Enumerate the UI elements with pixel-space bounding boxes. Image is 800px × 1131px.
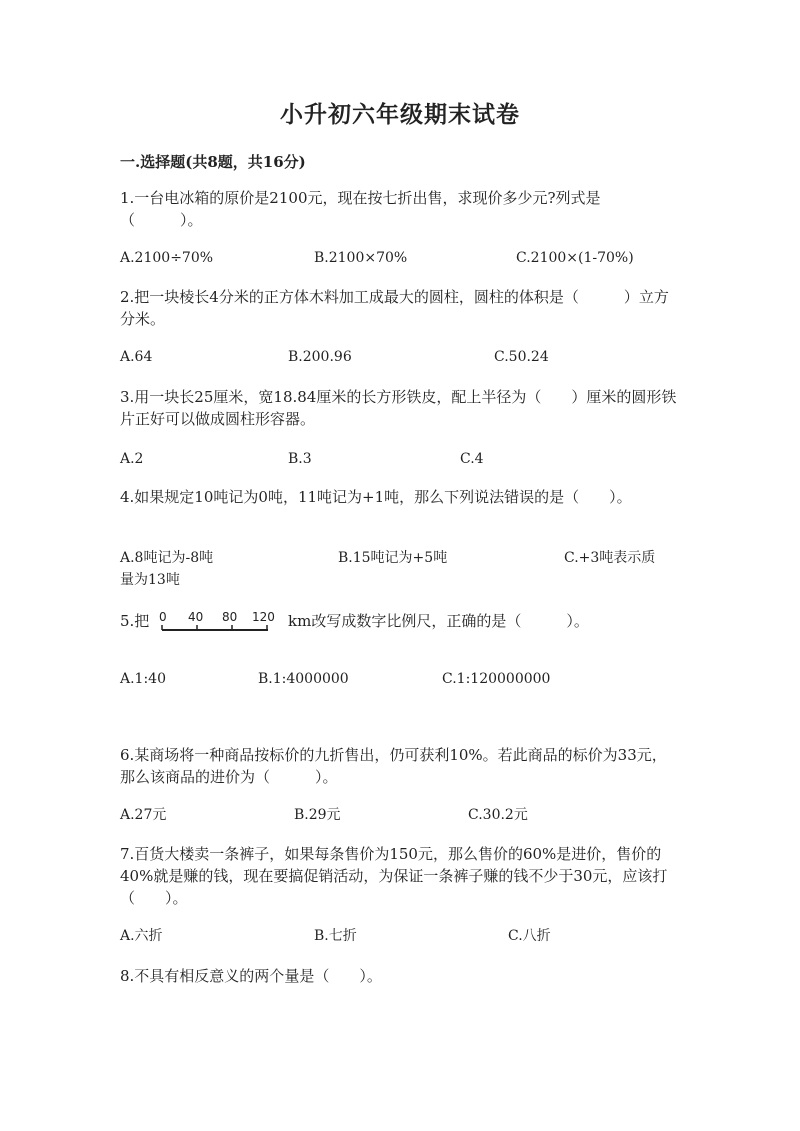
- q7-option-b[interactable]: B.七折: [314, 928, 357, 944]
- q5-option-b[interactable]: B.1:4000000: [258, 671, 349, 687]
- question-4: [120, 486, 680, 508]
- q4-option-c-line1[interactable]: C.+3吨表示质: [564, 550, 656, 566]
- question-2-options: [120, 346, 680, 368]
- question-1-options: [120, 247, 680, 269]
- question-6-options: [120, 804, 680, 826]
- question-8: [120, 965, 680, 987]
- q3-option-c[interactable]: C.4: [460, 451, 484, 467]
- q5-option-a[interactable]: A.1:40: [120, 671, 166, 687]
- scale-label-0: 0: [159, 610, 167, 624]
- question-1-text: 1.一台电冰箱的原价是2100元，现在按七折出售，求现价多少元?列式是（ ）。: [120, 189, 601, 229]
- question-4-text: 4.如果规定10吨记为0吨，11吨记为+1吨，那么下列说法错误的是（ ）。: [120, 488, 632, 506]
- question-1: [120, 187, 680, 231]
- question-6-text: 6.某商场将一种商品按标价的九折售出，仍可获利10%。若此商品的标价为33元，那么该商品的进价为（ ）。: [120, 746, 667, 786]
- q6-option-a[interactable]: A.27元: [120, 807, 167, 823]
- question-2-text: 2.把一块棱长4分米的正方体木料加工成最大的圆柱，圆柱的体积是（ ）立方分米。: [120, 288, 669, 328]
- scale-label-80: 80: [222, 610, 238, 624]
- question-2: [120, 286, 680, 330]
- question-5: [120, 610, 680, 650]
- q4-option-c-line2[interactable]: 量为13吨: [120, 572, 180, 588]
- question-3-text: 3.用一块长25厘米，宽18.84厘米的长方形铁皮，配上半径为（ ）厘米的圆形铁片正好可以做成圆柱形容器。: [120, 388, 677, 428]
- section-heading: 一.选择题(共8题，共16分): [120, 153, 306, 171]
- question-4-options: [120, 547, 680, 591]
- page-title: 小升初六年级期末试卷: [280, 101, 520, 128]
- q3-option-a[interactable]: A.2: [120, 451, 144, 467]
- scale-label-120: 120: [252, 610, 275, 624]
- q2-option-b[interactable]: B.200.96: [288, 349, 352, 365]
- q5-option-c[interactable]: C.1:120000000: [442, 671, 551, 687]
- question-3-options: [120, 448, 680, 470]
- q4-option-b[interactable]: B.15吨记为+5吨: [338, 550, 448, 566]
- question-8-text: 8.不具有相反意义的两个量是（ ）。: [120, 967, 382, 985]
- q2-option-c[interactable]: C.50.24: [494, 349, 549, 365]
- scale-label-40: 40: [188, 610, 204, 624]
- q7-option-c[interactable]: C.八折: [508, 928, 551, 944]
- question-6: [120, 744, 680, 788]
- q1-option-a[interactable]: A.2100÷70%: [120, 250, 214, 266]
- q6-option-c[interactable]: C.30.2元: [468, 807, 528, 823]
- q7-option-a[interactable]: A.六折: [120, 928, 163, 944]
- q2-option-a[interactable]: A.64: [120, 349, 153, 365]
- q4-option-a[interactable]: A.8吨记为-8吨: [120, 550, 214, 566]
- question-3: [120, 386, 680, 430]
- q1-option-b[interactable]: B.2100×70%: [314, 250, 408, 266]
- question-5-options: [120, 668, 680, 690]
- q1-option-c[interactable]: C.2100×(1-70%): [516, 250, 634, 266]
- question-5-prefix: 5.把: [120, 612, 150, 630]
- question-7-text: 7.百货大楼卖一条裤子，如果每条售价为150元，那么售价的60%是进价，售价的40%就是赚的钱，现在要搞促销活动，为保证一条裤子赚的钱不少于30元，应该打（ ）。: [120, 845, 668, 907]
- q6-option-b[interactable]: B.29元: [294, 807, 341, 823]
- question-7: [120, 843, 680, 909]
- q3-option-b[interactable]: B.3: [288, 451, 312, 467]
- scale-bar-figure: [156, 604, 286, 640]
- question-7-options: [120, 925, 680, 947]
- question-5-suffix: km改写成数字比例尺，正确的是（ ）。: [288, 612, 589, 630]
